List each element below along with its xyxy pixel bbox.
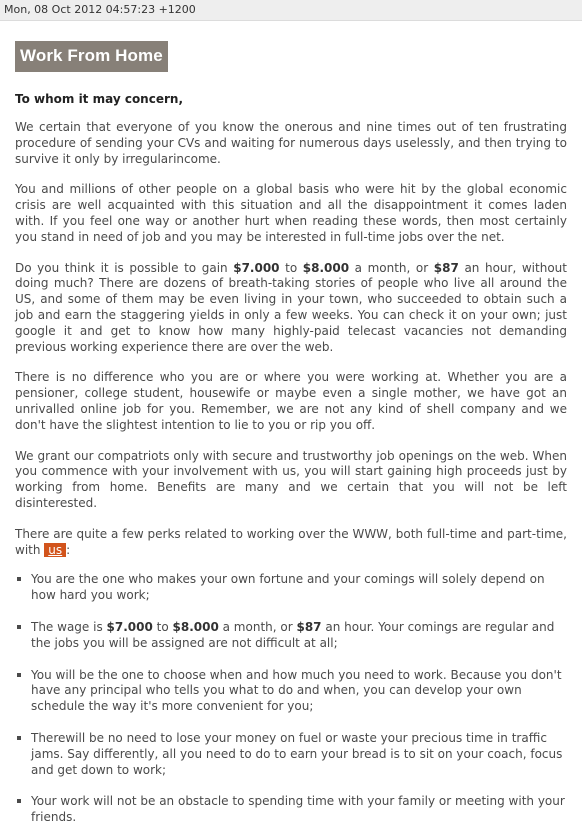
paragraph-earnings-text: Do you think it is possible to gain xyxy=(15,260,234,275)
paragraph-earnings xyxy=(15,261,567,356)
list-item xyxy=(15,572,567,604)
paragraph-perks-intro xyxy=(15,527,567,559)
wage-text: The wage is xyxy=(31,619,107,634)
bullet-icon xyxy=(17,577,21,581)
paragraph-earnings-text: an hour, without doing much? There are dozens of breath-taking stories of people who live all around the US, and some of them may be even living in your town, who succeeded to obtain such a job and earn the staggering yields in only a few weeks. You can check it on your own; just google it and get to know how many highly-paid telecast vacancies not demanding previous working experience there are over the web. xyxy=(15,260,567,354)
page-title: Work From Home xyxy=(15,41,168,72)
amount-low: $7.000 xyxy=(233,260,280,275)
bullet-icon xyxy=(17,736,21,740)
paragraph-crisis: You and millions of other people on a global basis who were hit by the global economic crisis are well acquainted with this situation and all the disappointment it comes laden with. If you feel one way or another hurt when reading these words, then most certainly you stand in need of job and you may be interested in full-time jobs over the net. xyxy=(15,182,567,244)
list-item xyxy=(15,731,567,778)
list-item-text xyxy=(31,620,554,650)
email-date-header xyxy=(0,0,582,21)
list-item-text: Your work will not be an obstacle to spending time with your family or meeting with your friends. xyxy=(31,794,565,825)
list-item xyxy=(15,620,567,652)
list-item xyxy=(15,668,567,715)
paragraph-grant: We grant our compatriots only with secure and trustworthy job openings on the web. When you commence with your involvement with us, you will start gaining high proceeds just by working from home. Benefits are many and we certain that you will not be left disinterested. xyxy=(15,448,567,510)
wage-text: to xyxy=(152,619,173,634)
greeting: To whom it may concern, xyxy=(15,92,183,106)
amount-low: $7.000 xyxy=(106,619,153,634)
paragraph-who: There is no difference who you are or where you were working at. Whether you are a pensioner, college student, housewife or maybe even a single mother, we have got an unrivalled online job for you. Remember, we are not any kind of shell company and we don't have the slightest intention to lie to you or rip you off. xyxy=(15,370,567,432)
amount-hourly: $87 xyxy=(433,260,459,275)
perks-intro-text: There are quite a few perks related to working over the WWW, both full-time and part-time, with xyxy=(15,526,567,557)
list-item-text: Therewill be no need to lose your money on fuel or waste your precious time in traffic jams. Say differently, all you need to do to earn your bread is to sit on your coach, focus and get down to work; xyxy=(31,730,563,777)
list-item-text: You are the one who makes your own fortune and your comings will solely depend on how hard you work; xyxy=(31,572,545,603)
bullet-icon xyxy=(17,799,21,803)
email-body xyxy=(0,21,582,826)
paragraph-earnings-text: a month, or xyxy=(349,260,434,275)
bullet-icon xyxy=(17,625,21,629)
wage-text: a month, or xyxy=(218,619,297,634)
amount-hourly: $87 xyxy=(296,619,322,634)
perks-list xyxy=(15,572,567,826)
wage-text: an hour. Your comings are regular and the jobs you will be assigned are not difficult at all; xyxy=(31,619,555,650)
amount-high: $8.000 xyxy=(302,260,350,275)
perks-intro-colon: : xyxy=(66,542,71,557)
paragraph-earnings-text: to xyxy=(279,260,303,275)
list-item-text: You will be the one to choose when and how much you need to work. Because you don't have any principal who tells you what to do and when, you can develop your own schedule the way it's more convenient for you; xyxy=(31,667,562,714)
bullet-icon xyxy=(17,673,21,677)
list-item xyxy=(15,794,567,826)
email-date: Mon, 08 Oct 2012 04:57:23 +1200 xyxy=(4,3,196,16)
us-link[interactable]: us xyxy=(44,543,66,557)
paragraph-intro: We certain that everyone of you know the onerous and nine times out of ten frustrating procedure of sending your CVs and waiting for numerous days uselessly, and then trying to survive it only by irregularincome. xyxy=(15,120,567,166)
amount-high: $8.000 xyxy=(172,619,219,634)
